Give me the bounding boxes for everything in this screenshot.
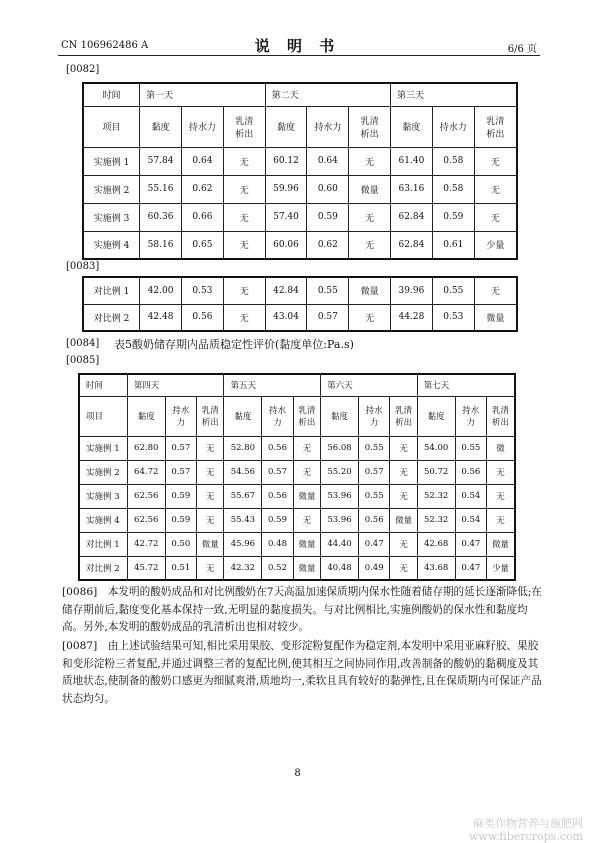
cell: 57.84 <box>140 147 182 175</box>
cell: 53.96 <box>321 508 359 532</box>
cell: 无 <box>390 436 417 460</box>
watermark-line2: www.fibercrops.com <box>468 830 583 843</box>
cell: 0.47 <box>358 532 390 556</box>
header-whey <box>487 396 515 436</box>
table-row <box>83 277 517 304</box>
cell: 52.32 <box>417 484 455 508</box>
header-item: 项目 <box>79 396 127 436</box>
cell: 无 <box>349 147 391 175</box>
page-indicator: 6/6 页 <box>507 44 537 55</box>
cell: 实施例 1 <box>79 436 127 460</box>
header-whey-line2: 析出 <box>298 418 316 428</box>
cell: 无 <box>349 203 391 231</box>
cell: 0.47 <box>455 532 487 556</box>
cell: 0.57 <box>165 460 197 484</box>
header-viscosity: 黏度 <box>321 396 359 436</box>
header-water-holding <box>358 396 390 436</box>
cell: 无 <box>474 147 517 175</box>
cell: 0.56 <box>455 460 487 484</box>
cell: 0.49 <box>358 556 390 580</box>
cell: 无 <box>487 460 515 484</box>
cell: 54.56 <box>224 460 262 484</box>
cell: 55.20 <box>321 460 359 484</box>
cell: 无 <box>474 203 517 231</box>
cell: 62.80 <box>127 436 165 460</box>
header-viscosity: 黏度 <box>391 106 433 147</box>
cell: 无 <box>223 231 265 259</box>
header-water-line2: 力 <box>369 418 379 428</box>
cell: 60.12 <box>265 147 307 175</box>
paragraph-number-0082: [0082] <box>66 64 100 75</box>
table-row <box>79 508 515 532</box>
cell: 42.00 <box>140 277 182 304</box>
cell: 0.60 <box>307 175 349 203</box>
cell: 无 <box>293 436 320 460</box>
cell: 对比例 1 <box>79 532 127 556</box>
paragraph-number-0085: [0085] <box>66 355 100 366</box>
cell: 0.53 <box>432 304 474 331</box>
header-whey-line2: 析出 <box>360 129 379 140</box>
header-viscosity: 黏度 <box>140 106 182 147</box>
cell: 0.61 <box>432 231 474 259</box>
cell: 42.32 <box>224 556 262 580</box>
cell: 无 <box>197 508 224 532</box>
header-day5: 第五天 <box>224 374 321 396</box>
cell: 微量 <box>197 532 224 556</box>
cell: 0.54 <box>455 508 487 532</box>
header-whey <box>474 106 517 147</box>
cell: 无 <box>390 460 417 484</box>
cell: 45.96 <box>224 532 262 556</box>
cell: 61.40 <box>391 147 433 175</box>
cell: 39.96 <box>391 277 433 304</box>
cell: 0.55 <box>358 484 390 508</box>
header-water-holding <box>262 396 294 436</box>
table-day4-7 <box>78 373 516 581</box>
cell: 0.56 <box>358 508 390 532</box>
cell: 微量 <box>293 556 320 580</box>
header-rule <box>58 55 540 56</box>
cell: 0.55 <box>432 277 474 304</box>
cell: 0.55 <box>455 436 487 460</box>
cell: 55.67 <box>224 484 262 508</box>
cell: 无 <box>197 484 224 508</box>
cell: 60.36 <box>140 203 182 231</box>
header-water-line1: 持水 <box>172 406 190 416</box>
cell: 实施例 2 <box>83 175 140 203</box>
cell: 对比例 2 <box>83 304 140 331</box>
header-whey <box>223 106 265 147</box>
cell: 60.06 <box>265 231 307 259</box>
header-day4: 第四天 <box>127 374 224 396</box>
cell: 52.80 <box>224 436 262 460</box>
header-viscosity: 黏度 <box>127 396 165 436</box>
cell: 无 <box>223 175 265 203</box>
cell: 58.16 <box>140 231 182 259</box>
cell: 0.59 <box>165 508 197 532</box>
header-water-holding: 持水力 <box>307 106 349 147</box>
cell: 55.43 <box>224 508 262 532</box>
cell: 0.57 <box>307 304 349 331</box>
cell: 微量 <box>293 484 320 508</box>
header-day6: 第六天 <box>321 374 418 396</box>
cell: 0.54 <box>455 484 487 508</box>
document-title: 说 明 书 <box>254 37 341 55</box>
header-water-line2: 力 <box>466 418 476 428</box>
cell: 无 <box>223 277 265 304</box>
header-day3: 第三天 <box>391 83 518 106</box>
cell: 0.64 <box>307 147 349 175</box>
cell: 少量 <box>474 231 517 259</box>
header-whey-line2: 析出 <box>395 418 413 428</box>
cell: 0.64 <box>182 147 224 175</box>
patent-number: CN 106962486 A <box>61 40 149 51</box>
cell: 43.04 <box>265 304 307 331</box>
cell: 微量 <box>293 532 320 556</box>
cell: 对比例 2 <box>79 556 127 580</box>
cell: 44.40 <box>321 532 359 556</box>
header-water-line1: 持水 <box>269 406 287 416</box>
header-whey-line1: 乳清 <box>492 406 510 416</box>
cell: 微量 <box>390 508 417 532</box>
cell: 62.56 <box>127 484 165 508</box>
header-whey-line1: 乳清 <box>486 116 505 127</box>
table-day1-3 <box>82 82 518 260</box>
cell: 无 <box>349 304 391 331</box>
cell: 0.59 <box>307 203 349 231</box>
header-whey-line2: 析出 <box>235 129 254 140</box>
header-viscosity: 黏度 <box>417 396 455 436</box>
cell: 无 <box>197 556 224 580</box>
cell: 无 <box>293 508 320 532</box>
table-row <box>79 460 515 484</box>
cell: 无 <box>223 203 265 231</box>
table-row <box>83 203 517 231</box>
cell: 0.47 <box>455 556 487 580</box>
header-water-holding <box>455 396 487 436</box>
watermark <box>469 817 583 843</box>
cell: 0.66 <box>182 203 224 231</box>
table-row <box>79 436 515 460</box>
header-day1: 第一天 <box>140 83 265 106</box>
paragraph-0087: [0087] 由上述试验结果可知,相比采用果胶、变形淀粉复配作为稳定剂,本发明中采用亚麻籽胶、果胶和变形淀粉三者复配,并通过调整三者的复配比例,使其相互之间协同作用,改善制备的酸奶的黏稠度及其质地状态,使制备的酸奶口感更为细腻爽滑,质地均一,柔软且具有较好的黏弹性,且在保质期内可保证产品状态均匀。 <box>62 640 542 705</box>
header-item: 项目 <box>83 106 140 147</box>
cell: 无 <box>390 556 417 580</box>
cell: 实施例 3 <box>83 203 140 231</box>
header-water-line1: 持水 <box>365 406 383 416</box>
header-water-line2: 力 <box>273 418 282 428</box>
cell: 50.72 <box>417 460 455 484</box>
cell: 0.56 <box>262 484 294 508</box>
header-whey-line2: 析出 <box>486 129 505 140</box>
cell: 微量 <box>474 304 517 331</box>
cell: 微量 <box>487 532 515 556</box>
cell: 0.55 <box>307 277 349 304</box>
cell: 53.96 <box>321 484 359 508</box>
cell: 无 <box>223 304 265 331</box>
cell: 64.72 <box>127 460 165 484</box>
table-caption: 表5酸奶储存期内品质稳定性评价(黏度单位:Pa.s) <box>114 338 354 351</box>
cell: 0.51 <box>165 556 197 580</box>
header-whey <box>293 396 320 436</box>
header-whey-line1: 乳清 <box>201 406 219 416</box>
table-row <box>79 556 515 580</box>
cell: 52.32 <box>417 508 455 532</box>
cell: 0.53 <box>182 277 224 304</box>
table-row <box>79 532 515 556</box>
cell: 0.59 <box>165 484 197 508</box>
cell: 40.48 <box>321 556 359 580</box>
cell: 42.84 <box>265 277 307 304</box>
paragraph-number-0084: [0084] <box>66 338 100 349</box>
header-water-holding: 持水力 <box>182 106 224 147</box>
cell: 无 <box>349 231 391 259</box>
cell: 0.56 <box>182 304 224 331</box>
cell: 无 <box>197 460 224 484</box>
cell: 无 <box>474 277 517 304</box>
header-day7: 第七天 <box>417 374 515 396</box>
cell: 62.56 <box>127 508 165 532</box>
cell: 0.58 <box>432 147 474 175</box>
cell: 0.56 <box>262 436 294 460</box>
cell: 实施例 3 <box>79 484 127 508</box>
header-whey-line2: 析出 <box>201 418 219 428</box>
cell: 无 <box>197 436 224 460</box>
paragraph-number-0083: [0083] <box>66 261 100 272</box>
cell: 对比例 1 <box>83 277 140 304</box>
header-water-line1: 持水 <box>462 406 480 416</box>
header-water-holding <box>165 396 197 436</box>
table-row <box>83 147 517 175</box>
cell: 实施例 2 <box>79 460 127 484</box>
paragraph-0086: [0086] 本发明的酸奶成品和对比例酸奶在7天高温加速保质期内保水性随着储存期的延长逐渐降低;在储存期前后,黏度变化基本保持一致,无明显的黏度损失。与对比例相比,实施例酸奶的保水性和黏度均高。另外,本发明的酸奶成品的乳清析出也相对较少。 <box>62 586 542 633</box>
cell: 微 <box>487 436 515 460</box>
cell: 62.84 <box>391 231 433 259</box>
cell: 62.84 <box>391 203 433 231</box>
cell: 42.68 <box>417 532 455 556</box>
cell: 0.57 <box>358 460 390 484</box>
cell: 0.57 <box>165 436 197 460</box>
cell: 实施例 4 <box>79 508 127 532</box>
header-viscosity: 黏度 <box>224 396 262 436</box>
cell: 0.58 <box>432 175 474 203</box>
cell: 59.96 <box>265 175 307 203</box>
cell: 无 <box>223 147 265 175</box>
watermark-line1: 麻类作物营养与施肥网 <box>473 817 583 830</box>
cell: 63.16 <box>391 175 433 203</box>
cell: 少量 <box>487 556 515 580</box>
cell: 无 <box>487 484 515 508</box>
table-row <box>83 175 517 203</box>
table-row <box>83 231 517 259</box>
header-whey-line1: 乳清 <box>360 116 379 127</box>
header-viscosity: 黏度 <box>265 106 307 147</box>
table-row <box>83 304 517 331</box>
cell: 无 <box>474 175 517 203</box>
cell: 57.40 <box>265 203 307 231</box>
cell: 0.48 <box>262 532 294 556</box>
cell: 微量 <box>349 175 391 203</box>
cell: 无 <box>390 484 417 508</box>
header-whey-line2: 析出 <box>492 418 510 428</box>
cell: 0.62 <box>307 231 349 259</box>
cell: 44.28 <box>391 304 433 331</box>
cell: 42.48 <box>140 304 182 331</box>
cell: 54.00 <box>417 436 455 460</box>
header-whey <box>390 396 417 436</box>
cell: 55.16 <box>140 175 182 203</box>
cell: 0.59 <box>432 203 474 231</box>
cell: 实施例 4 <box>83 231 140 259</box>
header-time: 时间 <box>83 83 140 106</box>
cell: 0.50 <box>165 532 197 556</box>
cell: 无 <box>390 532 417 556</box>
table-comparison <box>82 276 518 332</box>
cell: 43.68 <box>417 556 455 580</box>
header-time: 时间 <box>79 374 127 396</box>
cell: 实施例 1 <box>83 147 140 175</box>
header-water-holding: 持水力 <box>432 106 474 147</box>
cell: 0.62 <box>182 175 224 203</box>
cell: 0.57 <box>262 460 294 484</box>
header-whey-line1: 乳清 <box>395 406 413 416</box>
header-day2: 第二天 <box>265 83 390 106</box>
header-whey-line1: 乳清 <box>235 116 254 127</box>
cell: 无 <box>487 508 515 532</box>
cell: 0.52 <box>262 556 294 580</box>
page-number: 8 <box>294 768 301 779</box>
cell: 0.55 <box>358 436 390 460</box>
header-water-line2: 力 <box>176 418 186 428</box>
cell: 56.08 <box>321 436 359 460</box>
cell: 微量 <box>349 277 391 304</box>
header-whey <box>349 106 391 147</box>
header-whey <box>197 396 224 436</box>
table-row <box>79 484 515 508</box>
cell: 45.72 <box>127 556 165 580</box>
cell: 0.59 <box>262 508 294 532</box>
cell: 无 <box>293 460 320 484</box>
cell: 42.72 <box>127 532 165 556</box>
cell: 0.65 <box>182 231 224 259</box>
header-whey-line1: 乳清 <box>298 406 316 416</box>
